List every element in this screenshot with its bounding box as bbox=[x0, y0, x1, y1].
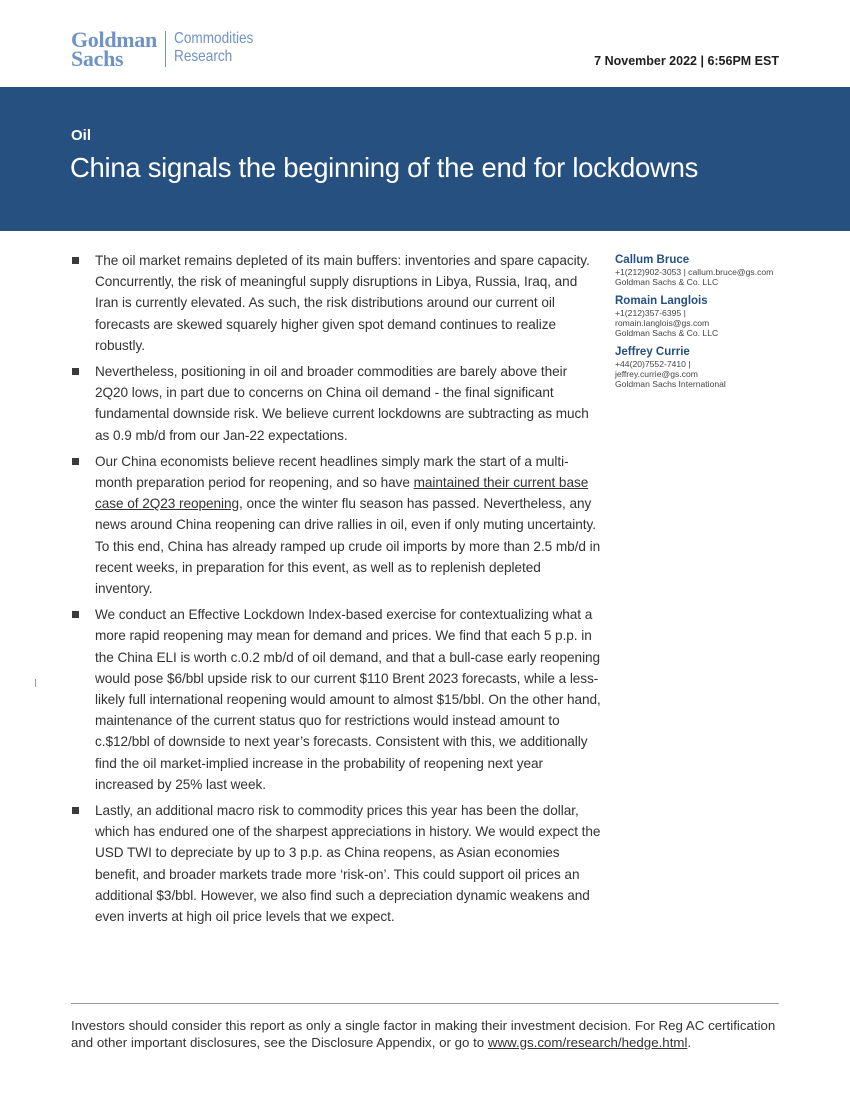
author-name: Romain Langlois bbox=[615, 295, 708, 307]
logo-line-1: Goldman bbox=[71, 27, 157, 52]
division-name bbox=[174, 30, 253, 66]
author-firm: Goldman Sachs & Co. LLC bbox=[615, 277, 719, 287]
footer-disclaimer bbox=[71, 1018, 779, 1051]
square-bullet-icon bbox=[72, 807, 79, 814]
author-phone: +44(20)7552-7410 | bbox=[615, 359, 691, 369]
square-bullet-icon bbox=[72, 257, 79, 264]
bullet-text: Our China economists believe recent headlines simply mark the start of a multi-month preparation period for reopening, and so have bbox=[95, 453, 569, 491]
bullet-text: We conduct an Effective Lockdown Index-based exercise for contextualizing what a more rapid reopening may mean for demand and prices. We find that each 5 p.p. in the China ELI is worth c.0.2 mb/d of oil demand, and that a bull-case early reopening would pose $6/bbl upside risk to our current $110 Brent 2023 forecasts, while a less-likely full international reopening would amount to almost $15/bbl. On the other hand, maintenance of the current status quo for restrictions would instead amount to c.$12/bbl of downside to next year’s forecasts. Consistent with this, we additionally find the oil market-implied increase in the probability of reopening next year increased by 25% last week. bbox=[95, 607, 601, 792]
author-email: romain.langlois@gs.com bbox=[615, 318, 710, 328]
logo-line-2: Sachs bbox=[71, 46, 124, 71]
list-item bbox=[71, 250, 601, 356]
authors-panel bbox=[615, 254, 805, 397]
section-label: Oil bbox=[71, 127, 92, 144]
reopening-base-case-link[interactable]: maintained their current base case of 2Q23 reopening bbox=[95, 475, 589, 512]
list-item bbox=[71, 361, 601, 446]
author-card bbox=[615, 254, 805, 287]
author-name: Jeffrey Currie bbox=[615, 346, 690, 358]
title-banner bbox=[0, 87, 850, 231]
disclosure-link[interactable]: www.gs.com/research/hedge.html bbox=[487, 1034, 688, 1050]
logo-divider bbox=[165, 31, 166, 67]
margin-mark bbox=[35, 679, 36, 687]
disclaimer-text: Investors should consider this report as only a single factor in making their investment decision. For Reg AC certification and other important disclosures, see the Disclosure Appendix, or go to bbox=[71, 1018, 776, 1050]
author-firm: Goldman Sachs International bbox=[615, 379, 726, 389]
goldman-sachs-logo bbox=[71, 27, 267, 71]
square-bullet-icon bbox=[72, 611, 79, 618]
author-card bbox=[615, 346, 805, 389]
author-contact: +1(212)902-3053 | callum.bruce@gs.com bbox=[615, 267, 774, 277]
disclaimer-period: . bbox=[687, 1034, 692, 1050]
report-title: China signals the beginning of the end for lockdowns bbox=[70, 152, 699, 183]
division-line-1: Commodities bbox=[173, 30, 254, 47]
bullet-text: Nevertheless, positioning in oil and broader commodities are barely above their 2Q20 lows, in part due to concerns on China oil demand - the final significant fundamental downside risk. We believe current lockdowns are subtracting as much as 0.9 mb/d from our Jan-22 expectations. bbox=[95, 364, 589, 443]
author-email: jeffrey.currie@gs.com bbox=[615, 369, 698, 379]
author-card bbox=[615, 295, 805, 338]
list-item bbox=[71, 451, 601, 599]
bullet-text: Lastly, an additional macro risk to commodity prices this year has been the dollar, which has endured one of the sharpest appreciations in history. We would expect the USD TWI to depreciate by up to 3 p.p. as China reopens, as Asian economies benefit, and broader markets trade more ‘risk-on’. This could support oil prices an additional $3/bbl. However, we also find such a depreciation dynamic weakens and even inverts at high oil price levels that we expect. bbox=[95, 803, 601, 925]
division-line-2: Research bbox=[173, 48, 233, 65]
list-item bbox=[71, 800, 601, 927]
bullet-text: The oil market remains depleted of its main buffers: inventories and spare capacity. Concurrently, the risk of meaningful supply disruptions in Libya, Russia, Iraq, and Iran is currently elevated. As such, the risk distributions around our current oil forecasts are skewed squarely higher given spot demand continues to realize robustly. bbox=[95, 253, 590, 353]
author-phone: +1(212)357-6395 | bbox=[615, 308, 686, 318]
list-item bbox=[71, 604, 601, 795]
report-date: 7 November 2022 | 6:56PM EST bbox=[594, 54, 779, 68]
bullet-text-continued: , once the winter flu season has passed. Nevertheless, any news around China reopening can drive rallies in oil, even if only muting uncertainty. To this end, China has already ramped up crude oil imports by more than 2.5 mb/d in recent weeks, in preparation for this event, as well as to replenish depleted inventory. bbox=[95, 496, 601, 597]
square-bullet-icon bbox=[72, 458, 79, 465]
footer-divider bbox=[71, 1003, 779, 1004]
logo-wordmark bbox=[71, 27, 157, 71]
square-bullet-icon bbox=[72, 368, 79, 375]
key-points-list bbox=[71, 250, 601, 932]
author-name: Callum Bruce bbox=[615, 254, 690, 266]
author-firm: Goldman Sachs & Co. LLC bbox=[615, 328, 719, 338]
